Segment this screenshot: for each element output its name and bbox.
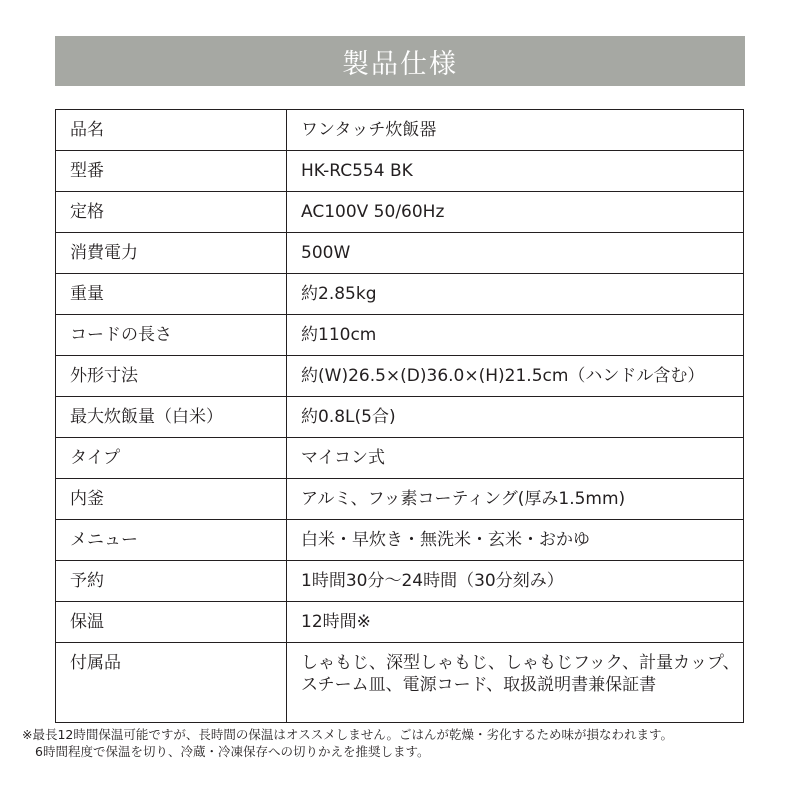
spec-value [287,397,744,438]
table-row [56,151,744,192]
spec-value-line: スチーム皿、電源コード、取扱説明書兼保証書 [301,675,657,695]
spec-value-line: ワンタッチ炊飯器 [301,120,437,140]
spec-value [287,356,744,397]
spec-label: コードの長さ [56,315,287,356]
spec-value-line: 約110cm [301,325,377,345]
table-row [56,233,744,274]
spec-label: 消費電力 [56,233,287,274]
spec-value-line: 白米・早炊き・無洗米・玄米・おかゆ [301,530,590,550]
spec-value-line: 12時間※ [301,612,371,632]
spec-value-line: HK-RC554 BK [301,161,413,181]
spec-value [287,520,744,561]
spec-value-line: アルミ、フッ素コーティング(厚み1.5mm) [301,489,626,509]
spec-label: 重量 [56,274,287,315]
spec-label: 型番 [56,151,287,192]
table-row [56,356,744,397]
table-row [56,602,744,643]
spec-value-line: AC100V 50/60Hz [301,202,445,222]
spec-value-line: 約(W)26.5×(D)36.0×(H)21.5cm（ハンドル含む） [301,366,705,386]
spec-label: 品名 [56,110,287,151]
footnote [22,726,673,760]
spec-value [287,438,744,479]
spec-value [287,274,744,315]
table-row [56,274,744,315]
table-row [56,192,744,233]
spec-value-line: 1時間30分～24時間（30分刻み） [301,571,564,591]
spec-value [287,561,744,602]
footnote-line-1: ※最長12時間保温可能ですが、長時間の保温はオススメしません。ごはんが乾燥・劣化するため味が損なわれます。 [22,727,674,742]
table-row [56,315,744,356]
spec-value [287,479,744,520]
spec-value-line: 約2.85kg [301,284,377,304]
table-row [56,561,744,602]
spec-value [287,643,744,723]
spec-value [287,315,744,356]
spec-value [287,151,744,192]
spec-label: タイプ [56,438,287,479]
spec-header-banner [55,36,745,86]
spec-label: 最大炊飯量（白米） [56,397,287,438]
spec-table [55,109,744,723]
table-row [56,438,744,479]
spec-label: メニュー [56,520,287,561]
footnote-line-2: 6時間程度で保温を切り、冷蔵・冷凍保存への切りかえを推奨します。 [35,744,430,759]
spec-label: 定格 [56,192,287,233]
spec-value [287,110,744,151]
spec-label: 予約 [56,561,287,602]
spec-label: 外形寸法 [56,356,287,397]
spec-value-line: 500W [301,243,351,263]
table-row [56,520,744,561]
spec-value [287,233,744,274]
spec-value [287,192,744,233]
page-title: 製品仕様 [342,48,458,80]
table-row [56,397,744,438]
spec-value-line: 約0.8L(5合) [301,407,396,427]
table-row [56,110,744,151]
spec-label: 保温 [56,602,287,643]
spec-table-body [56,110,744,723]
spec-value [287,602,744,643]
spec-value-line: マイコン式 [301,448,385,468]
spec-label: 内釜 [56,479,287,520]
table-row [56,479,744,520]
spec-label: 付属品 [56,643,287,723]
spec-value-line: しゃもじ、深型しゃもじ、しゃもじフック、計量カップ、 [301,653,740,673]
table-row [56,643,744,723]
